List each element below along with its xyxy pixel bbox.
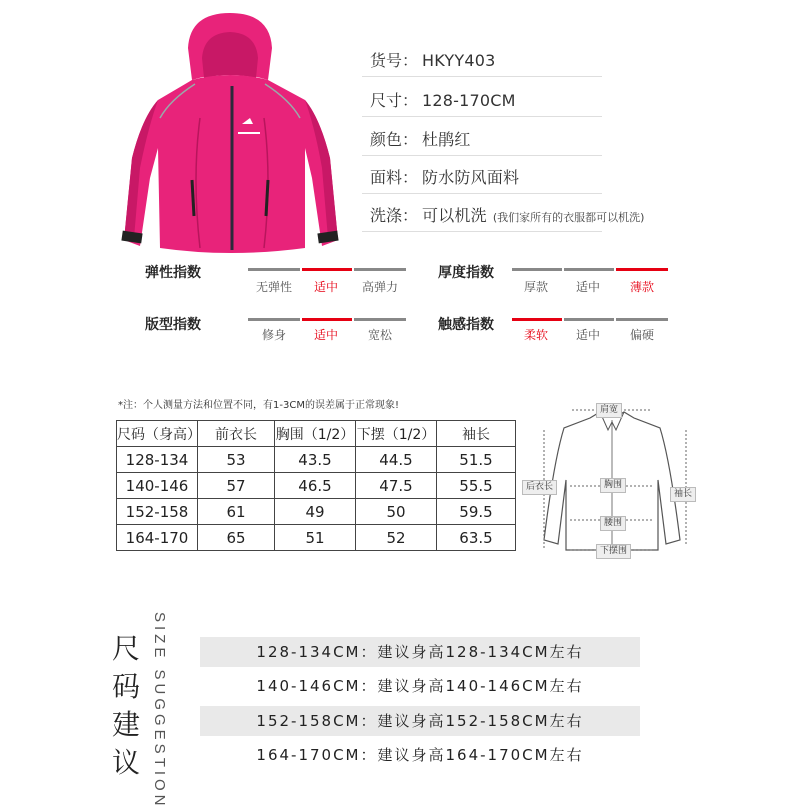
thickness-option: 适中 [575,280,600,294]
table-cell: 53 [198,447,275,473]
table-cell: 140-146 [117,473,198,499]
spec-label: 尺寸： [370,91,419,110]
elasticity-seg-0 [248,268,300,271]
table-header: 尺码（身高） [117,421,198,447]
table-cell: 128-134 [117,447,198,473]
fit-seg-1 [302,318,352,321]
spec-label: 洗涤： [370,206,419,225]
spec-value: 128-170CM [422,91,516,110]
table-cell: 46.5 [275,473,356,499]
table-cell: 52 [356,525,437,551]
spec-value: 可以机洗 [422,206,487,225]
table-cell: 50 [356,499,437,525]
fit-option: 修身 [261,328,286,342]
elasticity-option-selected: 适中 [313,280,338,294]
touch-option: 适中 [575,328,600,342]
elasticity-option: 高弹力 [361,280,398,294]
spec-size [370,88,516,114]
suggestion-row: 152-158CM：建议身高152-158CM左右 [200,706,640,736]
thickness-seg-1 [564,268,614,271]
table-row [117,499,516,525]
spec-item-number [370,48,495,74]
divider [362,193,602,194]
table-header: 前衣长 [198,421,275,447]
spec-fabric [370,165,519,191]
table-cell: 164-170 [117,525,198,551]
touch-seg-0 [512,318,562,321]
diagram-label-sleeve: 袖长 [670,487,696,502]
fit-seg-0 [248,318,300,321]
spec-value: 防水防风面料 [422,168,520,187]
spec-value: 杜鹃红 [422,130,471,149]
table-cell: 59.5 [437,499,516,525]
title-char: 议 [112,746,141,779]
measurement-diagram [520,400,705,565]
table-cell: 51.5 [437,447,516,473]
thickness-option-selected: 薄款 [629,280,654,294]
table-row [117,447,516,473]
table-cell: 65 [198,525,275,551]
size-table [116,420,516,551]
divider [362,116,602,117]
size-suggestion-title [112,630,152,782]
diagram-label-back-length: 后衣长 [522,480,557,495]
touch-option: 偏硬 [629,328,654,342]
spec-label: 货号： [370,51,419,70]
fit-option: 宽松 [367,328,392,342]
touch-seg-1 [564,318,614,321]
thickness-index-title: 厚度指数 [438,265,494,281]
suggestion-row: 140-146CM：建议身高140-146CM左右 [256,677,584,695]
table-row [117,473,516,499]
diagram-label-hem: 下摆围 [596,544,631,559]
table-cell: 152-158 [117,499,198,525]
table-cell: 44.5 [356,447,437,473]
measurement-note: *注：个人测量方法和位置不同，有1-3CM的误差属于正常现象! [118,400,399,411]
table-row [117,525,516,551]
divider [362,76,602,77]
spec-washing [370,203,644,229]
table-cell: 57 [198,473,275,499]
divider [362,155,602,156]
elasticity-seg-1 [302,268,352,271]
jacket-product-image [100,8,360,263]
table-cell: 43.5 [275,447,356,473]
suggestion-row: 164-170CM：建议身高164-170CM左右 [256,746,584,764]
fit-option-selected: 适中 [313,328,338,342]
table-header: 胸围（1/2） [275,421,356,447]
diagram-label-chest: 胸围 [600,478,626,493]
thickness-seg-2 [616,268,668,271]
title-char: 码 [112,670,141,703]
title-char: 尺 [112,632,141,665]
table-cell: 51 [275,525,356,551]
elasticity-option: 无弹性 [255,280,292,294]
touch-option-selected: 柔软 [523,328,548,342]
table-header: 下摆（1/2） [356,421,437,447]
table-cell: 63.5 [437,525,516,551]
fit-seg-2 [354,318,406,321]
fit-index-title: 版型指数 [145,317,201,333]
spec-label: 颜色： [370,130,419,149]
suggestion-row: 128-134CM：建议身高128-134CM左右 [200,637,640,667]
touch-index-title: 触感指数 [438,317,494,333]
table-header-row [117,421,516,447]
table-cell: 61 [198,499,275,525]
table-header: 袖长 [437,421,516,447]
spec-value: HKYY403 [422,51,496,70]
spec-note: (我们家所有的衣服都可以机洗) [492,211,645,224]
spec-label: 面料： [370,168,419,187]
elasticity-seg-2 [354,268,406,271]
thickness-seg-0 [512,268,562,271]
diagram-label-waist: 腰围 [600,516,626,531]
table-cell: 55.5 [437,473,516,499]
table-cell: 49 [275,499,356,525]
divider [362,231,602,232]
touch-seg-2 [616,318,668,321]
size-suggestion-english: SIZE SUGGESTION [151,612,168,810]
table-cell: 47.5 [356,473,437,499]
diagram-label-shoulder: 肩宽 [596,403,622,418]
elasticity-index-title: 弹性指数 [145,265,201,281]
title-char: 建 [112,708,141,741]
thickness-option: 厚款 [523,280,548,294]
spec-color [370,127,471,153]
